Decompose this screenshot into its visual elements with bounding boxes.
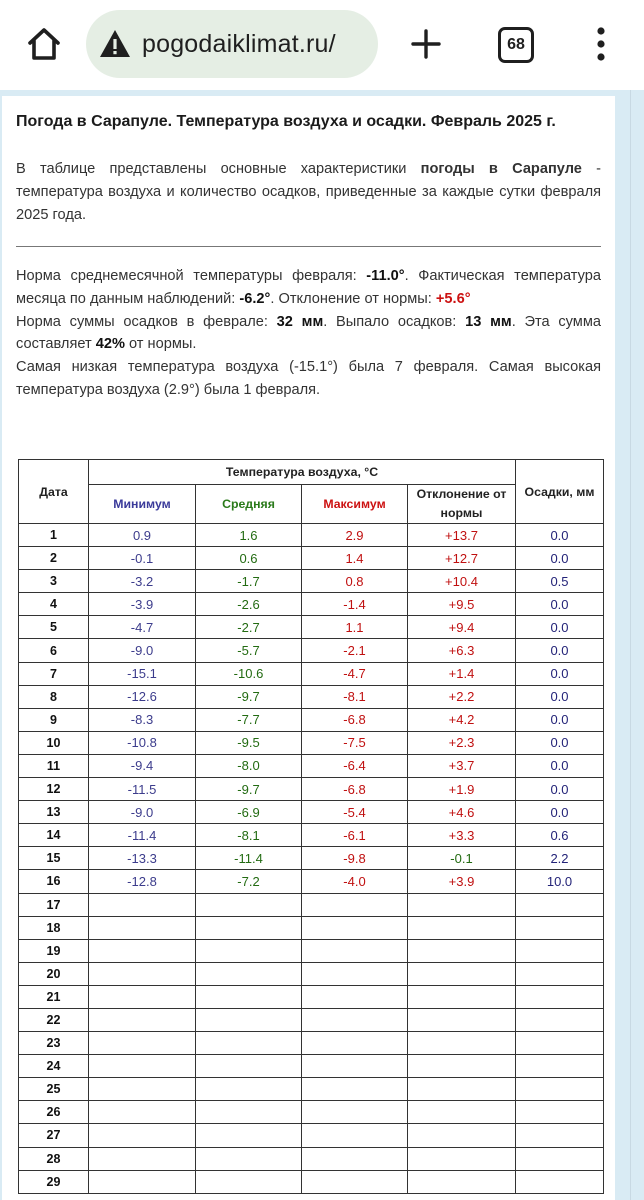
cell-min: -12.6 <box>89 685 196 708</box>
cell-max <box>302 985 408 1008</box>
table-row <box>19 824 604 847</box>
cell-deviation: -0.1 <box>408 847 516 870</box>
cell-deviation <box>408 1147 516 1170</box>
cell-max: -1.4 <box>302 593 408 616</box>
cell-precipitation <box>516 1078 604 1101</box>
cell-deviation: +10.4 <box>408 570 516 593</box>
cell-min: -12.8 <box>89 870 196 893</box>
cell-max: 0.8 <box>302 570 408 593</box>
table-row <box>19 1101 604 1124</box>
cell-date: 8 <box>19 685 89 708</box>
cell-max <box>302 1147 408 1170</box>
cell-deviation <box>408 1101 516 1124</box>
cell-min: -4.7 <box>89 616 196 639</box>
cell-deviation: +4.6 <box>408 801 516 824</box>
table-row <box>19 570 604 593</box>
cell-date: 3 <box>19 570 89 593</box>
cell-precipitation: 10.0 <box>516 870 604 893</box>
cell-max: -6.8 <box>302 778 408 801</box>
divider <box>16 246 601 247</box>
table-row <box>19 708 604 731</box>
cell-date: 24 <box>19 1055 89 1078</box>
cell-avg <box>196 1008 302 1031</box>
cell-max <box>302 1101 408 1124</box>
cell-avg <box>196 939 302 962</box>
cell-avg <box>196 1101 302 1124</box>
header-min: Минимум <box>89 485 196 524</box>
more-vert-icon <box>596 26 606 62</box>
percent-value: 42% <box>95 336 125 353</box>
cell-deviation: +12.7 <box>408 547 516 570</box>
deviation-value: +5.6° <box>435 290 471 307</box>
table-row <box>19 639 604 662</box>
cell-deviation: +6.3 <box>408 639 516 662</box>
cell-deviation: +3.7 <box>408 754 516 777</box>
cell-precipitation: 0.0 <box>516 547 604 570</box>
cell-date: 20 <box>19 962 89 985</box>
cell-date: 25 <box>19 1078 89 1101</box>
cell-precipitation: 0.0 <box>516 708 604 731</box>
cell-min: -13.3 <box>89 847 196 870</box>
table-row <box>19 616 604 639</box>
cell-deviation <box>408 985 516 1008</box>
cell-max <box>302 916 408 939</box>
table-row <box>19 778 604 801</box>
cell-precipitation: 0.5 <box>516 570 604 593</box>
table-row <box>19 685 604 708</box>
cell-precipitation: 0.0 <box>516 593 604 616</box>
cell-min <box>89 1032 196 1055</box>
cell-avg <box>196 985 302 1008</box>
cell-max: -5.4 <box>302 801 408 824</box>
cell-avg: -11.4 <box>196 847 302 870</box>
cell-min: -0.1 <box>89 547 196 570</box>
cell-max: -4.7 <box>302 662 408 685</box>
cell-precipitation: 0.0 <box>516 616 604 639</box>
cell-max: 1.1 <box>302 616 408 639</box>
cell-min: -9.0 <box>89 801 196 824</box>
cell-max <box>302 893 408 916</box>
cell-min <box>89 962 196 985</box>
cell-date: 18 <box>19 916 89 939</box>
cell-precipitation: 0.0 <box>516 778 604 801</box>
cell-deviation: +3.9 <box>408 870 516 893</box>
cell-deviation <box>408 1078 516 1101</box>
cell-min <box>89 1101 196 1124</box>
cell-avg: 0.6 <box>196 547 302 570</box>
table-row <box>19 524 604 547</box>
cell-avg: -5.7 <box>196 639 302 662</box>
cell-min <box>89 1055 196 1078</box>
table-row <box>19 593 604 616</box>
cell-date: 21 <box>19 985 89 1008</box>
cell-avg: -7.7 <box>196 708 302 731</box>
actual-temp-label: . Фактическая температура месяца по данным наблюдений: <box>16 268 601 307</box>
table-row <box>19 547 604 570</box>
cell-min: -10.8 <box>89 731 196 754</box>
cell-max: -4.0 <box>302 870 408 893</box>
weather-table <box>18 459 604 1194</box>
cell-date: 28 <box>19 1147 89 1170</box>
cell-avg: -1.7 <box>196 570 302 593</box>
cell-date: 10 <box>19 731 89 754</box>
cell-precipitation <box>516 1147 604 1170</box>
intro-text-start: В таблице представлены основные характеристики <box>16 161 421 177</box>
cell-precipitation <box>516 1032 604 1055</box>
cell-avg: -8.0 <box>196 754 302 777</box>
cell-precipitation: 0.0 <box>516 801 604 824</box>
page-side-margin <box>630 90 644 1200</box>
table-row <box>19 1032 604 1055</box>
cell-avg <box>196 1147 302 1170</box>
cell-deviation: +4.2 <box>408 708 516 731</box>
tab-count: 68 <box>507 36 525 53</box>
home-button[interactable] <box>22 22 66 66</box>
cell-date: 9 <box>19 708 89 731</box>
cell-date: 29 <box>19 1170 89 1193</box>
cell-max: -7.5 <box>302 731 408 754</box>
new-tab-button[interactable] <box>404 22 448 66</box>
cell-date: 4 <box>19 593 89 616</box>
cell-precipitation <box>516 1101 604 1124</box>
content-area <box>2 96 615 1200</box>
header-date: Дата <box>19 460 89 524</box>
cell-min <box>89 1147 196 1170</box>
cell-min: -11.5 <box>89 778 196 801</box>
table-row <box>19 847 604 870</box>
cell-min <box>89 893 196 916</box>
browser-toolbar <box>0 0 644 90</box>
header-deviation: Отклонение от нормы <box>408 485 516 524</box>
cell-deviation <box>408 939 516 962</box>
cell-min <box>89 1078 196 1101</box>
table-row <box>19 1170 604 1193</box>
cell-date: 16 <box>19 870 89 893</box>
cell-avg: -9.7 <box>196 685 302 708</box>
table-row <box>19 1147 604 1170</box>
cell-max: -6.4 <box>302 754 408 777</box>
cell-deviation <box>408 893 516 916</box>
cell-date: 12 <box>19 778 89 801</box>
fallen-label: . Выпало осадков: <box>323 313 466 330</box>
cell-deviation: +2.3 <box>408 731 516 754</box>
table-header-row <box>19 460 604 485</box>
cell-avg <box>196 1032 302 1055</box>
cell-date: 6 <box>19 639 89 662</box>
cell-max <box>302 1170 408 1193</box>
intro-text-end: - температура воздуха и количество осадков, приведенные за каждые сутки февраля 2025 года. <box>16 161 601 223</box>
cell-min: -11.4 <box>89 824 196 847</box>
cell-min <box>89 1170 196 1193</box>
cell-max <box>302 1008 408 1031</box>
cell-deviation <box>408 1032 516 1055</box>
cell-deviation <box>408 1170 516 1193</box>
cell-min: -8.3 <box>89 708 196 731</box>
cell-avg <box>196 893 302 916</box>
cell-date: 22 <box>19 1008 89 1031</box>
actual-temp-value: -6.2° <box>239 290 271 307</box>
home-icon <box>24 24 64 64</box>
page-title: Погода в Сарапуле. Температура воздуха и осадки. Февраль 2025 г. <box>16 113 556 130</box>
cell-max <box>302 1032 408 1055</box>
table-row <box>19 962 604 985</box>
cell-precipitation: 0.0 <box>516 754 604 777</box>
table-row <box>19 893 604 916</box>
cell-min <box>89 1124 196 1147</box>
cell-precipitation: 0.6 <box>516 824 604 847</box>
norm-prec-label: Норма суммы осадков в феврале: <box>16 313 277 330</box>
web-page <box>0 90 644 1200</box>
cell-date: 13 <box>19 801 89 824</box>
intro-paragraph <box>16 158 601 227</box>
tab-switcher-button[interactable] <box>498 27 534 63</box>
cell-deviation: +1.4 <box>408 662 516 685</box>
norm-temp-value: -11.0° <box>366 268 405 284</box>
cell-precipitation <box>516 916 604 939</box>
fallen-value: 13 мм <box>465 313 512 330</box>
header-precipitation: Осадки, мм <box>516 460 604 524</box>
table-row <box>19 870 604 893</box>
cell-avg <box>196 1124 302 1147</box>
cell-date: 5 <box>19 616 89 639</box>
cell-precipitation: 0.0 <box>516 639 604 662</box>
cell-max: 1.4 <box>302 547 408 570</box>
percent-label: . Эта сумма составляет <box>16 313 601 353</box>
header-max: Максимум <box>302 485 408 524</box>
cell-max: -2.1 <box>302 639 408 662</box>
cell-date: 26 <box>19 1101 89 1124</box>
table-row <box>19 1078 604 1101</box>
cell-avg: -2.7 <box>196 616 302 639</box>
cell-max: -6.8 <box>302 708 408 731</box>
url-text[interactable]: pogodaiklimat.ru/ <box>142 29 336 58</box>
cell-min <box>89 939 196 962</box>
cell-precipitation: 0.0 <box>516 524 604 547</box>
url-bar[interactable] <box>86 10 378 78</box>
cell-precipitation <box>516 1170 604 1193</box>
cell-avg <box>196 962 302 985</box>
cell-deviation: +1.9 <box>408 778 516 801</box>
cell-max: -9.8 <box>302 847 408 870</box>
browser-menu-button[interactable] <box>586 22 616 66</box>
cell-min <box>89 985 196 1008</box>
cell-deviation <box>408 962 516 985</box>
deviation-label: . Отклонение от нормы: <box>270 290 436 307</box>
table-row <box>19 801 604 824</box>
cell-date: 15 <box>19 847 89 870</box>
cell-date: 14 <box>19 824 89 847</box>
cell-date: 1 <box>19 524 89 547</box>
cell-min: -9.0 <box>89 639 196 662</box>
cell-precipitation <box>516 985 604 1008</box>
cell-max <box>302 1078 408 1101</box>
cell-avg <box>196 1055 302 1078</box>
cell-min: -9.4 <box>89 754 196 777</box>
table-body <box>19 524 604 1194</box>
cell-avg: -8.1 <box>196 824 302 847</box>
cell-precipitation <box>516 893 604 916</box>
header-temp-group: Температура воздуха, °C <box>89 460 516 485</box>
cell-avg: -6.9 <box>196 801 302 824</box>
cell-min: 0.9 <box>89 524 196 547</box>
cell-max: -8.1 <box>302 685 408 708</box>
cell-avg: -9.7 <box>196 778 302 801</box>
cell-precipitation <box>516 1055 604 1078</box>
cell-max <box>302 1055 408 1078</box>
cell-precipitation: 0.0 <box>516 685 604 708</box>
cell-min: -3.9 <box>89 593 196 616</box>
cell-precipitation <box>516 939 604 962</box>
cell-precipitation <box>516 962 604 985</box>
table-row <box>19 1124 604 1147</box>
norm-prec-value: 32 мм <box>276 313 324 330</box>
cell-max <box>302 1124 408 1147</box>
cell-precipitation: 0.0 <box>516 731 604 754</box>
cell-deviation: +13.7 <box>408 524 516 547</box>
cell-date: 27 <box>19 1124 89 1147</box>
cell-min: -15.1 <box>89 662 196 685</box>
cell-avg <box>196 1078 302 1101</box>
table-row <box>19 662 604 685</box>
table-row <box>19 731 604 754</box>
cell-date: 2 <box>19 547 89 570</box>
header-avg: Средняя <box>196 485 302 524</box>
cell-max: -6.1 <box>302 824 408 847</box>
cell-deviation <box>408 1055 516 1078</box>
norm-temp-label: Норма среднемесячной температуры февраля: <box>16 268 367 284</box>
cell-max: 2.9 <box>302 524 408 547</box>
table-row <box>19 916 604 939</box>
cell-avg: -2.6 <box>196 593 302 616</box>
cell-deviation: +9.5 <box>408 593 516 616</box>
cell-precipitation <box>516 1124 604 1147</box>
cell-precipitation: 0.0 <box>516 662 604 685</box>
cell-min <box>89 916 196 939</box>
extremes-text: Самая низкая температура воздуха (-15.1°) была 7 февраля. Самая высокая температура воздуха (2.9°) была 1 февраля. <box>16 359 601 398</box>
cell-deviation <box>408 1124 516 1147</box>
cell-deviation <box>408 1008 516 1031</box>
cell-min <box>89 1008 196 1031</box>
cell-date: 11 <box>19 754 89 777</box>
cell-date: 17 <box>19 893 89 916</box>
cell-max <box>302 939 408 962</box>
cell-avg: -9.5 <box>196 731 302 754</box>
table-row <box>19 1008 604 1031</box>
cell-deviation: +3.3 <box>408 824 516 847</box>
cell-date: 19 <box>19 939 89 962</box>
cell-avg <box>196 1170 302 1193</box>
cell-max <box>302 962 408 985</box>
stats-paragraph <box>16 265 601 402</box>
cell-avg: 1.6 <box>196 524 302 547</box>
plus-icon <box>410 28 442 60</box>
cell-avg <box>196 916 302 939</box>
cell-precipitation: 2.2 <box>516 847 604 870</box>
table-row <box>19 1055 604 1078</box>
cell-date: 23 <box>19 1032 89 1055</box>
cell-avg: -7.2 <box>196 870 302 893</box>
cell-deviation <box>408 916 516 939</box>
cell-deviation: +2.2 <box>408 685 516 708</box>
table-row <box>19 985 604 1008</box>
warning-icon[interactable] <box>98 27 132 61</box>
table-row <box>19 939 604 962</box>
cell-avg: -10.6 <box>196 662 302 685</box>
cell-date: 7 <box>19 662 89 685</box>
cell-deviation: +9.4 <box>408 616 516 639</box>
table-row <box>19 754 604 777</box>
cell-precipitation <box>516 1008 604 1031</box>
intro-bold-link: погоды в Сарапуле <box>420 161 582 177</box>
cell-min: -3.2 <box>89 570 196 593</box>
percent-post: от нормы. <box>124 336 197 353</box>
